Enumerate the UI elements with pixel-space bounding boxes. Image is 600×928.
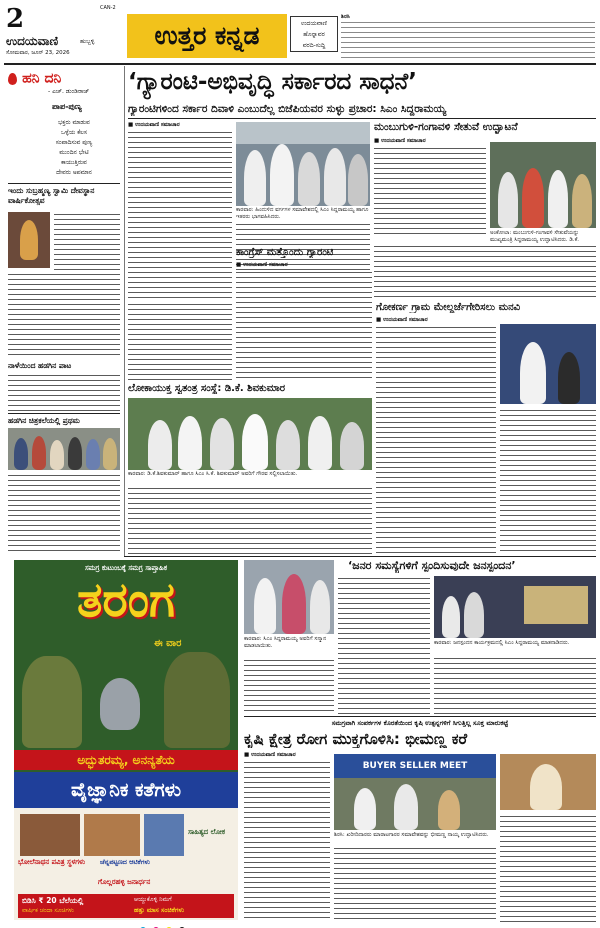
bridge-photo-caption: ಅಂಕೋಲಾ: ಮಂಬುಗುಳಿ-ಗಂಗಾವಳಿ ಸೇತುವೆಯನ್ನು ಮುಖ್ಯಮಂತ್ರಿ ಸಿದ್ದರಾಮಯ್ಯ ಉದ್ಘಾಟಿಸಿದರು. ಡಿ.ಕೆ. xyxy=(490,230,580,243)
story3-text xyxy=(8,473,120,553)
krishi-kicker: ಸಮಗ್ರವಾಗಿ ಸಂಪರ್ಕಗಳ ಕೊರತೆಯಿಂದ ಕೃಷಿ ಉತ್ಪನ್ನಗಳಿಗೆ ಸಿಗುತ್ತಿಲ್ಲ ಸೂಕ್ತ ಮಾರುಕಟ್ಟೆ xyxy=(331,719,509,727)
bridge-byline: ■ ಉದಯವಾಣಿ ಸಮಾಚಾರ xyxy=(374,138,426,144)
gokarna-headline: ಗೋಕರ್ಣ ಗ್ರಾಮ ಮೇಲ್ದರ್ಜೆಗೇರಿಸಲು ಮನವಿ xyxy=(376,302,521,313)
ad-photo-mid xyxy=(84,814,140,856)
gokarna-photo xyxy=(500,324,596,404)
ad-ribbon-text: ಅದ್ಭುತರಮ್ಯ, ಅನನ್ಯತೆಯ xyxy=(77,753,175,767)
story2-headline: ನಾಳೆಯಿಂದ ಹಡಗಿನ ಪಾಟ xyxy=(8,361,72,370)
taranga-ad xyxy=(14,560,238,920)
lead-banner-headline: ‘ಗ್ಯಾರಂಟಿ-ಅಭಿವೃದ್ಧಿ ಸರ್ಕಾರದ ಸಾಧನೆ’ xyxy=(128,69,417,95)
poem-title: ಪಾಪ-ಪುಣ್ಯ xyxy=(52,102,82,111)
janaspandana-photo-left xyxy=(244,560,334,634)
paper-name: ಉದಯವಾಣಿ xyxy=(6,34,59,48)
krishi-byline: ■ ಉದಯವಾಣಿ ಸಮಾಚಾರ xyxy=(244,752,296,758)
lead-photo-caption: ಕಾರವಾರ: ಹಿಂದುಳಿದ ವರ್ಗಗಳ ಸಮಾವೇಶದಲ್ಲಿ ಸಿಎಂ ಸಿದ್ದರಾಮಯ್ಯ ಹಾಗೂ ಇತರರು ಭಾಗವಹಿಸಿದರು. xyxy=(236,207,369,220)
krishi-banner-text: BUYER SELLER MEET xyxy=(362,761,468,771)
ad-headline-box xyxy=(14,772,238,808)
ad-photo-right xyxy=(144,814,184,856)
soldier-illustration xyxy=(22,656,82,748)
krishi-photo-caption: ಶಿರಸಿ: ಖರೀದಿದಾರರು ಮಾರಾಟಗಾರರ ಸಮಾವೇಶವನ್ನು ಭೀಮಣ್ಣ ನಾಯ್ಕ ಉದ್ಘಾಟಿಸಿದರು. xyxy=(334,832,489,838)
congress-byline: ■ ಉದಯವಾಣಿ ಸಮಾಚಾರ xyxy=(236,262,288,268)
hani-dani-title: ಹನಿ ದನಿ xyxy=(22,70,62,87)
janaspandana-text-c xyxy=(434,656,596,714)
ad-item1: ಭೋಲೆನಾಥನ ಪವಿತ್ರ ಸ್ಥಳಗಳು xyxy=(18,858,86,866)
janaspandana-caption-left: ಕಾರವಾರ: ಸಿಎಂ ಸಿದ್ದರಾಮಯ್ಯ ಅವರಿಗೆ ಸನ್ಮಾನ ಮಾಡಲಾಯಿತು. xyxy=(244,636,327,649)
section-title: ಉತ್ತರ ಕನ್ನಡ xyxy=(154,21,260,50)
mid-rule xyxy=(124,556,596,557)
story2-text xyxy=(8,373,120,411)
lead-rule xyxy=(128,118,596,119)
bridge-text-b xyxy=(374,244,596,300)
students-photo xyxy=(8,428,120,470)
lokayukta-text xyxy=(128,486,372,554)
gokarna-text-a xyxy=(376,325,496,555)
section-title-banner xyxy=(127,14,287,58)
lead-subheadline: ಗ್ಯಾರಂಟಿಗಳಿಂದ ಸರ್ಕಾರ ದಿವಾಳಿ ಎಂಬುದೆಲ್ಲ ಬಿಜೆಪಿಯವರ ಸುಳ್ಳು ಪ್ರಚಾರ: ಸಿಎಂ ಸಿದ್ದರಾಮಯ್ಯ xyxy=(128,103,447,115)
side-box-line1: ಉದಯವಾಣಿ xyxy=(300,20,328,27)
ad-headline: ವೈಜ್ಞಾನಿಕ ಕತೆಗಳು xyxy=(70,779,181,801)
ad-title: ತರಂಗ xyxy=(76,572,176,628)
congress-text xyxy=(236,270,372,380)
congress-headline: ಕಾಂಗ್ರೆಸ್ ಮತ್ತೊಂದು ಗ್ಯಾರಂಟಿ xyxy=(236,247,334,258)
side-box-line2: ಹೊನ್ನಾವರ xyxy=(303,31,325,38)
gokarna-byline: ■ ಉದಯವಾಣಿ ಸಮಾಚಾರ xyxy=(376,317,428,323)
ad-footer-right-2: ಹತ್ತು ಮಾಸ ಸಂಚಿಕೆಗಳು xyxy=(134,906,185,914)
ad-item4: ಸಾಹಿತ್ಯದ ಲೋಕ xyxy=(188,828,226,836)
ad-ribbon xyxy=(14,750,238,770)
lead-byline: ■ ಉದಯವಾಣಿ ಸಮಾಚಾರ xyxy=(128,122,180,128)
krishi-text-a xyxy=(244,760,330,922)
lower-rule xyxy=(244,716,596,717)
janaspandana-headline: ‘ಜನರ ಸಮಸ್ಯೆಗಳಿಗೆ ಸ್ಪಂದಿಸುವುದೇ ಜನಸ್ಪಂದನ’ xyxy=(348,559,516,572)
poem-line: ಭಕ್ತರು ಮಾಡುವ xyxy=(58,119,90,126)
ad-price-line: ಬಿಡಿಸಿ ₹ 20 ಬೆಲೆಯಲ್ಲಿ xyxy=(22,896,84,905)
page-number: 2 xyxy=(6,4,25,34)
soldier-illustration xyxy=(164,652,230,748)
ad-lower-panel xyxy=(14,808,238,920)
story1-text-a xyxy=(54,212,120,270)
lead-text-col1 xyxy=(128,130,232,300)
registration-marks xyxy=(140,918,260,926)
ad-price-box xyxy=(18,894,234,918)
story1-headline: ಇಂದು ಸುಬ್ರಹ್ಮಣ್ಯ ಸ್ವಾಮಿ ದೇವಸ್ಥಾನ ವಾರ್ಷಿಕೋತ್ಸವ xyxy=(8,186,95,205)
krishi-headline: ಕೃಷಿ ಕ್ಷೇತ್ರ ರೋಗ ಮುಕ್ತಗೊಳಿಸಿ: ಭೀಮಣ್ಣ ಕರೆ xyxy=(244,730,468,748)
janaspandana-text-b xyxy=(338,576,430,714)
ad-tagline: ಸಮಗ್ರ ಕುಟುಂಬಕ್ಕೆ ಸಮಗ್ರ ಸಾಪ್ತಾಹಿಕ xyxy=(84,564,168,572)
lead-text-col1b xyxy=(128,302,232,380)
lokayukta-photo xyxy=(128,398,372,470)
hani-dani-logo xyxy=(8,68,118,86)
ad-footer-right-1: ಆಯ್ದುಕೊಳ್ಳಿ ನಿಮಗೆ xyxy=(134,896,172,903)
top-right-label: ಶಿರಸಿ xyxy=(341,14,350,20)
janaspandana-text-a xyxy=(244,658,334,714)
ad-photo-left xyxy=(20,814,80,856)
ad-item3: ಗೊಲ್ಲರಹಳ್ಳಿ ಜನಾರ್ಧನ xyxy=(98,878,151,886)
poem-line: ಕಾಯುತ್ತಿರುವ xyxy=(61,159,87,166)
side-box xyxy=(290,16,338,52)
edition-label: ಹುಬ್ಬಳ್ಳಿ xyxy=(80,38,95,45)
story1-text-b xyxy=(8,272,120,358)
date-line: ಸೋಮವಾರ, ಜೂನ್ 23, 2026 xyxy=(6,50,70,56)
krishi-text-c xyxy=(500,814,596,922)
ad-footer-left: ವಾರ್ಷಿಕ ಚಂದಾ ಸೂಚಿಗಳು xyxy=(22,907,74,914)
ad-subtitle: ಈ ವಾರ xyxy=(154,638,182,649)
top-right-text xyxy=(341,20,595,60)
drop-icon xyxy=(8,73,17,85)
poem-line: ಒಳ್ಳೆಯ ಕೆಲಸ xyxy=(60,129,88,136)
alien-illustration xyxy=(100,678,140,730)
temple-photo xyxy=(8,212,50,268)
lead-photo xyxy=(236,122,370,206)
bridge-headline: ಮಂಬುಗುಳಿ-ಗಂಗಾವಳಿ ಸೇತುವೆ ಉದ್ಘಾಟನೆ xyxy=(374,121,518,133)
bridge-text-a xyxy=(374,146,486,238)
krishi-banner xyxy=(334,754,496,778)
hani-dani-author: - ಎಚ್. ಡುಂಡಿರಾಜ್ xyxy=(48,88,90,95)
lokayukta-headline: ಲೋಕಾಯುಕ್ತ ಸ್ವತಂತ್ರ ಸಂಸ್ಥೆ: ಡಿ.ಕೆ. ಶಿವಕುಮಾರ xyxy=(128,383,286,394)
krishi-side-photo xyxy=(500,754,596,810)
janaspandana-photo-right xyxy=(434,576,596,638)
krishi-photo xyxy=(334,754,496,830)
poem-line: ಮುಂದಿನ ಭೇಟಿ xyxy=(59,149,89,156)
column-rule-1 xyxy=(124,66,125,556)
gokarna-text-b xyxy=(500,408,596,555)
story3-headline: ಹಡಗಿನ ಚಿತ್ರಕಲೆಯಲ್ಲಿ ಪ್ರಥಮ xyxy=(8,416,80,425)
poem-body xyxy=(38,118,110,178)
janaspandana-caption-right: ಕಾರವಾರ: ಜನಸ್ಪಂದನ ಕಾರ್ಯಕ್ರಮದಲ್ಲಿ ಸಿಎಂ ಸಿದ್ದರಾಮಯ್ಯ ಮಾತನಾಡಿದರು. xyxy=(434,640,570,646)
left-divider-2 xyxy=(8,413,120,414)
can-tag: CAN-2 xyxy=(100,5,116,11)
side-box-line3: ವರದಿ-ಸುದ್ದಿ xyxy=(302,42,326,49)
poem-line: ಸಂಪಾದಿಸುವ ಪುಣ್ಯ xyxy=(55,139,93,146)
bridge-photo xyxy=(490,142,596,228)
ad-item2: ಚೆನ್ನಪಟ್ಟಣದ ಆಟಿಕೆಗಳು xyxy=(100,858,150,866)
left-divider xyxy=(8,183,120,184)
krishi-text-b xyxy=(334,846,496,922)
poem-line: ದೇವರು ಅಪಮಾನ xyxy=(56,169,92,176)
lokayukta-photo-caption: ಕಾರವಾರ: ಡಿ.ಕೆ.ಶಿವಕುಮಾರ್ ಹಾಗೂ ಸಿಎಂ ಸಿ.ಕೆ. ಶಿವಕುಮಾರ್ ಅವರಿಗೆ ಗೌರವ ಸಲ್ಲಿಸಲಾಯಿತು. xyxy=(128,471,298,477)
